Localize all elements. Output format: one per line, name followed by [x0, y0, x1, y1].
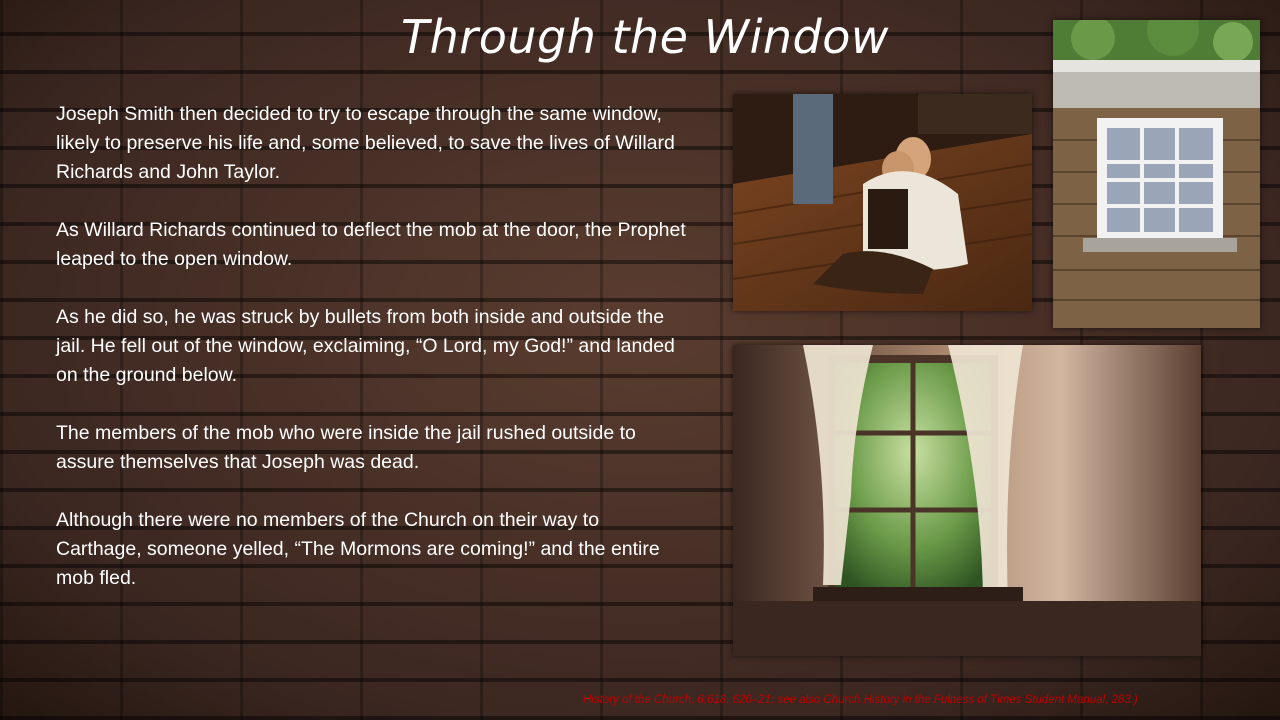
painting-image [733, 94, 1032, 311]
paragraph-3: As he did so, he was struck by bullets from both inside and outside the jail. He fell out of the window, exclaiming, “O Lord, my God!” and landed on the ground below. [56, 306, 675, 386]
paragraph-1: Joseph Smith then decided to try to escape through the same window, likely to preserve his life and, some believed, to save the lives of Willard Richards and John Taylor. [56, 103, 675, 183]
interior-window-image [733, 345, 1201, 656]
citation: History of the Church, 6:618, 620–21; see also Church History in the Fulness of Times Student Manual, 283.) [583, 694, 1138, 706]
paragraph-2: As Willard Richards continued to deflect the mob at the door, the Prophet leaped to the open window. [56, 219, 686, 270]
paragraph-5: Although there were no members of the Church on their way to Carthage, someone yelled, “The Mormons are coming!” and the entire mob fled. [56, 509, 660, 589]
body-text [56, 100, 686, 622]
exterior-window-image [1053, 20, 1260, 328]
paragraph-4: The members of the mob who were inside the jail rushed outside to assure themselves that Joseph was dead. [56, 422, 636, 473]
slide-title: Through the Window [401, 10, 889, 64]
